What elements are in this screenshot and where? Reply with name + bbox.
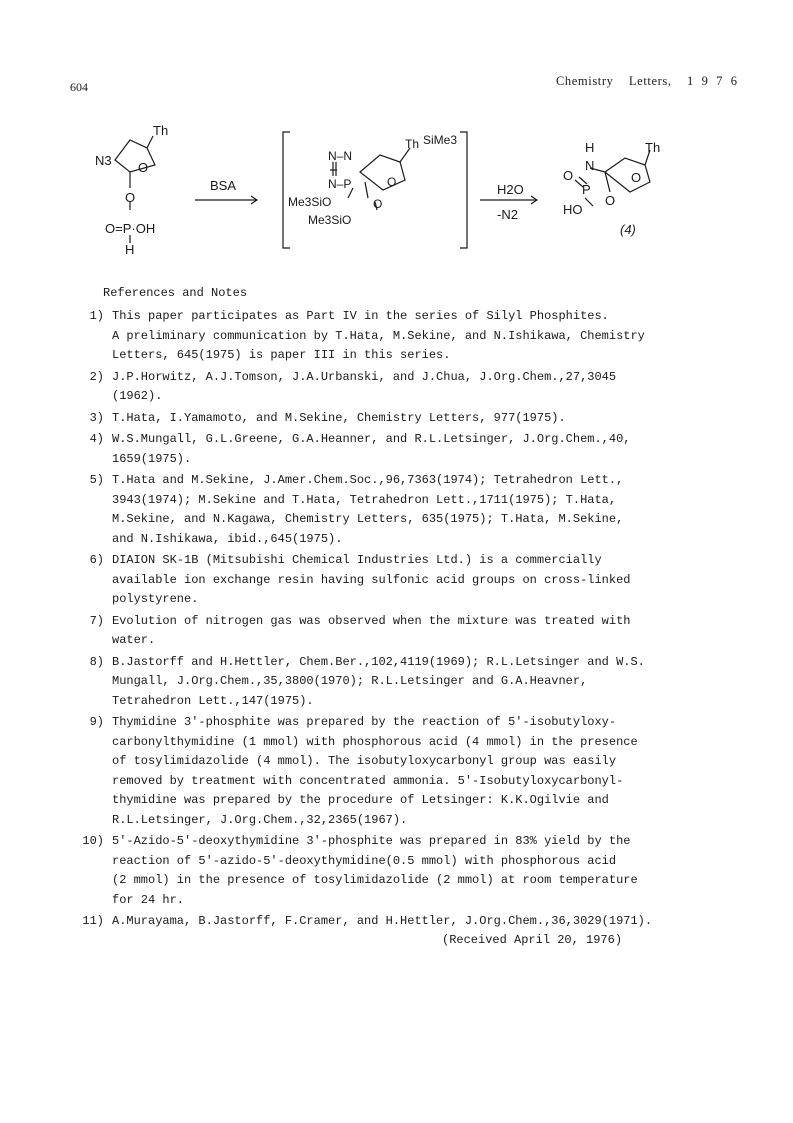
intermediate-n-p: N–P [328,177,352,191]
arrow2-label-bottom: -N2 [497,207,518,222]
reference-number: 3) [89,410,104,425]
reference-item [72,612,712,651]
reference-text [112,430,712,469]
reference-text [112,653,712,712]
reference-item [72,430,712,469]
reference-line: W.S.Mungall, G.L.Greene, G.A.Heanner, and R.L.Letsinger, J.Org.Chem.,40, [112,432,631,446]
reference-number: 5) [89,473,104,487]
reference-number: 4) [89,432,104,446]
intermediate-o-link: O [373,197,383,211]
reference-item [72,713,712,830]
reference-item [72,653,712,712]
reference-number: 10) [82,834,104,848]
product-h: H [585,140,595,155]
reference-number: 7) [89,613,104,628]
reference-line: Mungall, J.Org.Chem.,35,3800(1970); R.L.Letsinger and G.A.Heavner, [112,674,588,688]
reference-line: Tetrahedron Lett.,147(1975). [112,693,314,708]
reference-number: 9) [89,715,104,729]
reference-line: T.Hata, I.Yamamoto, and M.Sekine, Chemistry Letters, 977(1975). [112,410,566,425]
reference-line: of tosylimidazolide (4 mmol). The isobutyloxycarbonyl group was easily [112,754,617,768]
intermediate-ring-o: O [387,175,397,189]
reference-line: A.Murayama, B.Jastorff, F.Cramer, and H.Hettler, J.Org.Chem.,36,3029(1971). [112,914,653,928]
reference-line: thymidine was prepared by the procedure of Letsinger: K.K.Ogilvie and [112,793,609,807]
reference-line: A preliminary communication by T.Hata, M.Sekine, and N.Ishikawa, Chemistry [112,328,645,343]
reactant-o-link: O [125,190,136,205]
reactant-th: Th [153,123,169,138]
reference-text [112,409,712,429]
reference-item [72,368,712,407]
reference-number: 11) [82,914,104,928]
reference-line: 3943(1974); M.Sekine and T.Hata, Tetrahedron Lett.,1711(1975); T.Hata, [112,492,617,507]
reference-item [72,832,712,910]
reference-line: removed by treatment with concentrated ammonia. 5'-Isobutyloxycarbonyl- [112,773,624,788]
reference-text [112,832,712,910]
intermediate-ring [360,155,405,190]
product-p: P [582,182,591,197]
intermediate-me3sio-b: Me3SiO [308,213,352,227]
reference-item [72,471,712,549]
product-label: (4) [620,222,636,237]
reaction-scheme [85,110,725,270]
reference-item [72,307,712,366]
reference-item [72,551,712,610]
reference-text [112,368,712,407]
reference-line: 1659(1975). [112,451,192,466]
product-th: Th [645,140,661,155]
product-o-eq: O [563,168,574,183]
reference-line: (1962). [112,389,163,403]
reference-line: available ion exchange resin having sulfonic acid groups on cross-linked [112,572,631,587]
reference-line: reaction of 5'-azido-5'-deoxythymidine(0.5 mmol) with phosphorous acid [112,853,617,868]
reactant-h: H [125,242,135,257]
references-heading: References and Notes [103,286,248,300]
intermediate-me3sio-a: Me3SiO [288,195,332,209]
reference-number: 6) [89,553,104,567]
intermediate-n-n: N–N [328,149,353,163]
reference-item [72,912,712,932]
references-list [72,307,712,934]
arrow1-label: BSA [210,178,237,193]
reactant-phosphite: O=P·OH [105,221,156,236]
received-date: (Received April 20, 1976) [442,933,623,947]
reference-text [112,612,712,651]
reference-line: T.Hata and M.Sekine, J.Amer.Chem.Soc.,96,7363(1974); Tetrahedron Lett., [112,473,624,487]
reactant-ring-o: O [138,160,149,175]
reference-text [112,912,712,932]
reference-line: carbonylthymidine (1 mmol) with phosphorous acid (4 mmol) in the presence [112,734,638,749]
reference-line: This paper participates as Part IV in the series of Silyl Phosphites. [112,309,609,323]
reference-number: 2) [89,369,104,384]
reference-text [112,471,712,549]
intermediate-th: Th [405,137,420,151]
reference-number: 1) [89,309,104,323]
intermediate-simes3: SiMe3 [423,133,458,147]
reference-line: water. [112,633,156,647]
reference-line: 5'-Azido-5'-deoxythymidine 3'-phosphite was prepared in 83% yield by the [112,834,631,848]
reference-text [112,713,712,830]
product-ring [605,158,650,192]
reference-line: J.P.Horwitz, A.J.Tomson, J.A.Urbanski, and J.Chua, J.Org.Chem.,27,3045 [112,369,617,384]
reference-line: DIAION SK-1B (Mitsubishi Chemical Industries Ltd.) is a commercially [112,553,602,567]
reference-line: Evolution of nitrogen gas was observed when the mixture was treated with [112,613,631,628]
reference-line: for 24 hr. [112,892,185,907]
running-head: Chemistry Letters, 1 9 7 6 [556,74,738,88]
reference-line: B.Jastorff and H.Hettler, Chem.Ber.,102,4119(1969); R.L.Letsinger and W.S. [112,654,645,669]
reactant-n3: N3 [95,153,112,168]
reference-line: Letters, 645(1975) is paper III in this series. [112,348,451,362]
page-number: 604 [70,80,88,94]
reference-line: polystyrene. [112,592,199,606]
reference-text [112,551,712,610]
product-o-link: O [605,193,616,208]
reference-line: M.Sekine, and N.Kagawa, Chemistry Letters, 635(1975); T.Hata, M.Sekine, [112,512,624,526]
reference-text [112,307,712,366]
reference-item [72,409,712,429]
reference-line: R.L.Letsinger, J.Org.Chem.,32,2365(1967). [112,812,408,827]
product-ho: HO [563,202,583,217]
reference-line: and N.Ishikawa, ibid.,645(1975). [112,531,343,546]
reference-number: 8) [89,654,104,669]
reference-line: Thymidine 3'-phosphite was prepared by the reaction of 5'-isobutyloxy- [112,715,617,729]
arrow2-label-top: H2O [497,182,524,197]
product-n: N [585,158,595,173]
reference-line: (2 mmol) in the presence of tosylimidazolide (2 mmol) at room temperature [112,873,638,887]
product-ring-o: O [631,170,642,185]
